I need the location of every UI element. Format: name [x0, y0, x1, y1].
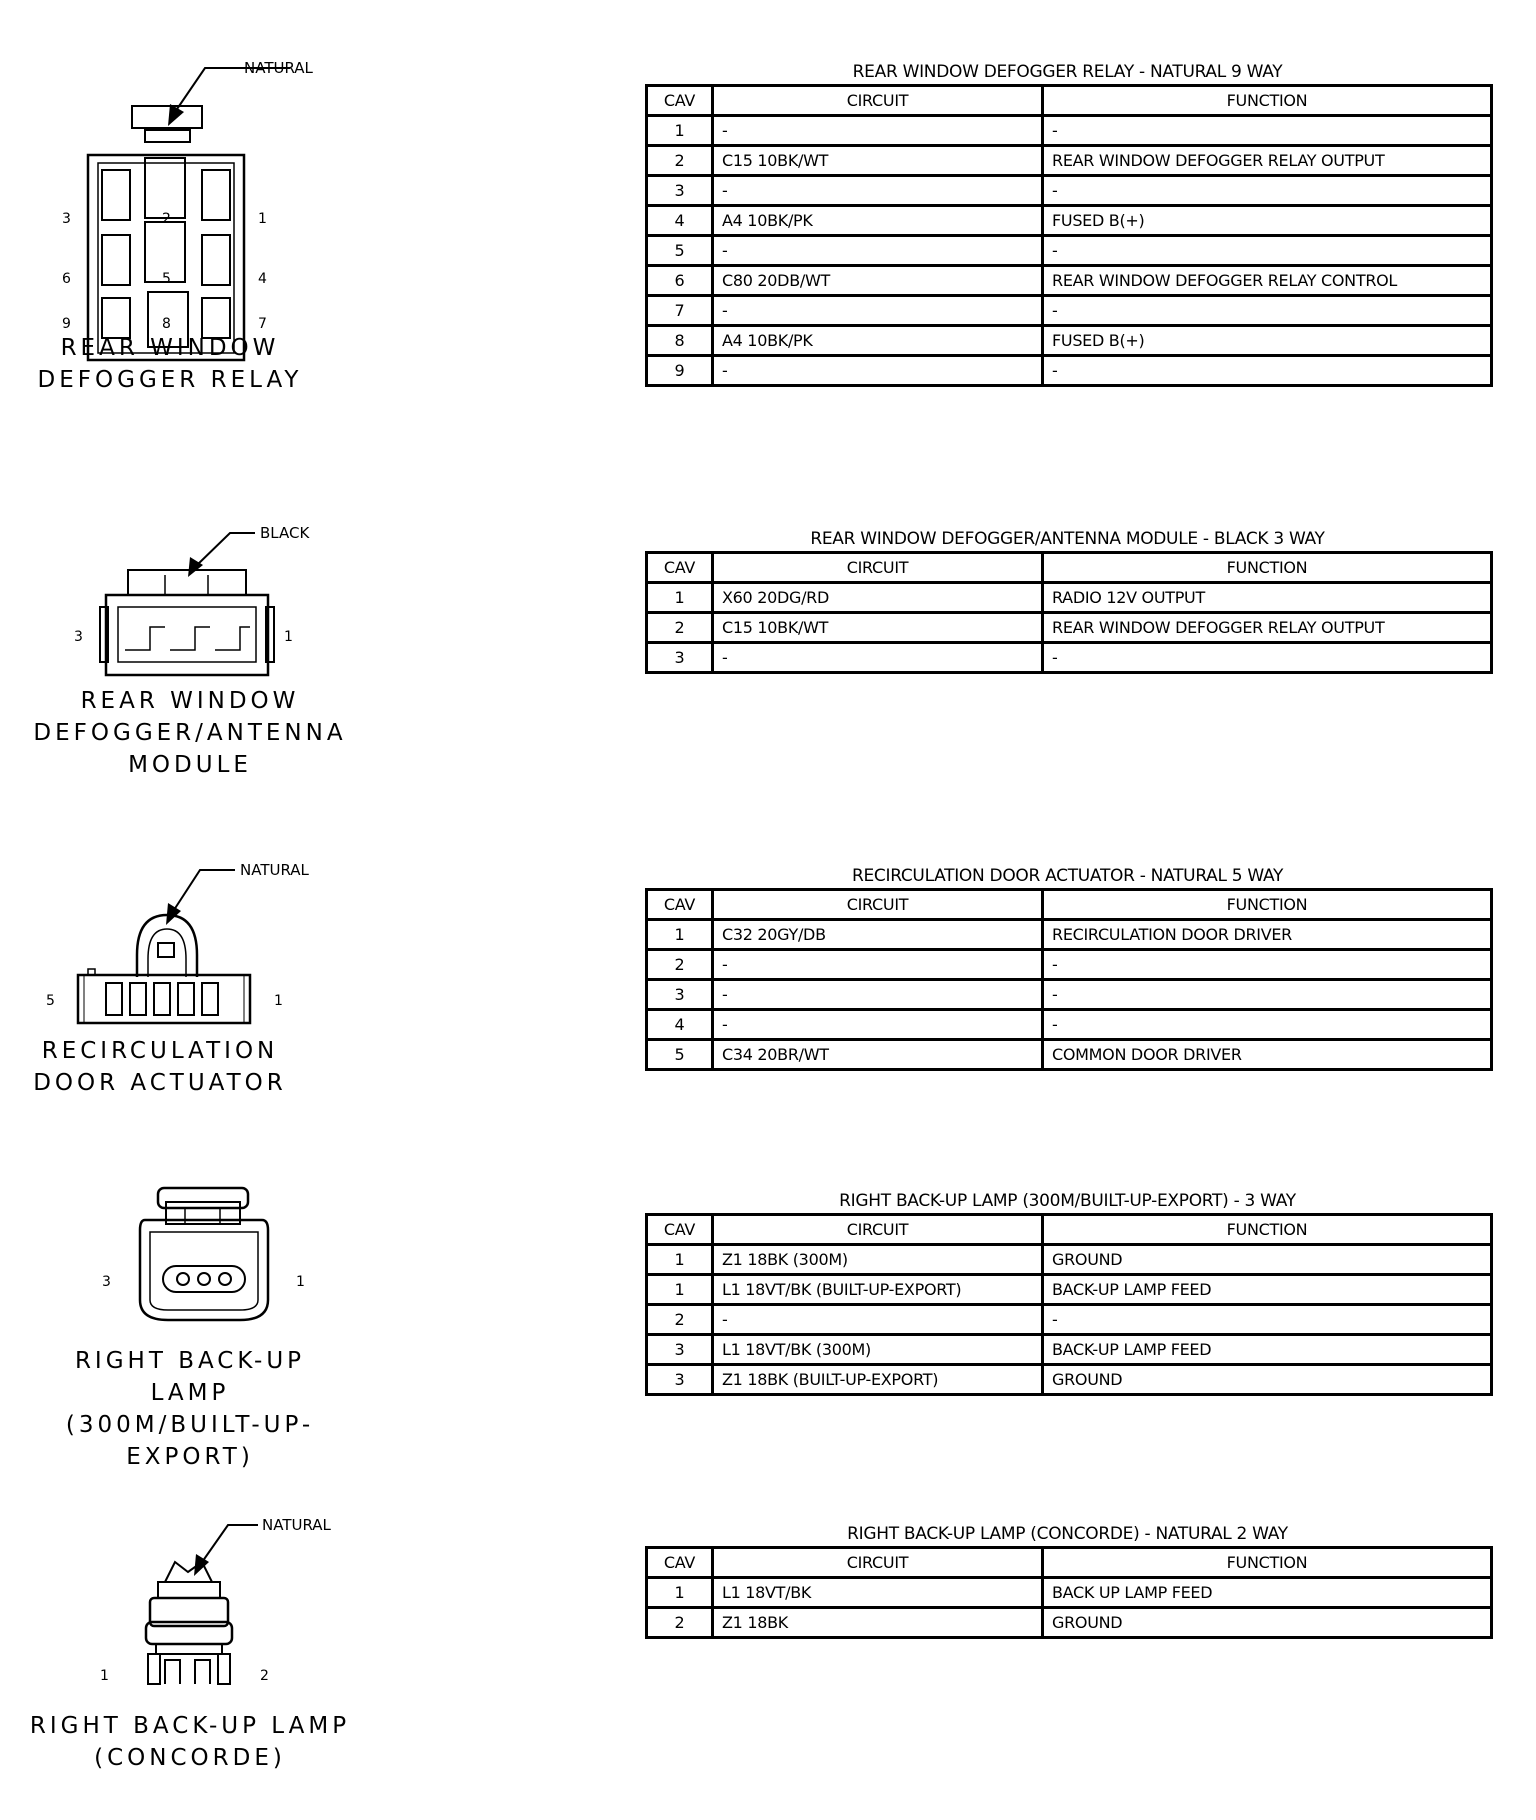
function-cell: GROUND — [1043, 1365, 1492, 1395]
header-cav: CAV — [647, 553, 713, 583]
header-cav: CAV — [647, 1548, 713, 1578]
table-title: RIGHT BACK-UP LAMP (300M/BUILT-UP-EXPORT) - 3 WAY — [839, 1191, 1296, 1211]
header-function: FUNCTION — [1043, 86, 1492, 116]
header-function: FUNCTION — [1043, 553, 1492, 583]
function-cell: - — [1043, 236, 1492, 266]
table-row — [647, 326, 1492, 356]
pin-label: 1 — [258, 211, 267, 227]
function-cell: - — [1043, 356, 1492, 386]
color-label: BLACK — [260, 524, 310, 542]
circuit-cell: L1 18VT/BK (300M) — [713, 1335, 1043, 1365]
cav-cell: 2 — [647, 1305, 713, 1335]
pinout-table-block — [645, 1189, 1490, 1396]
pinout-table-block — [645, 864, 1490, 1071]
table-row — [647, 296, 1492, 326]
table-row — [647, 1245, 1492, 1275]
function-cell: RECIRCULATION DOOR DRIVER — [1043, 920, 1492, 950]
function-cell: - — [1043, 980, 1492, 1010]
function-cell: - — [1043, 176, 1492, 206]
cav-cell: 3 — [647, 1365, 713, 1395]
header-circuit: CIRCUIT — [713, 553, 1043, 583]
pin-label: 1 — [296, 1274, 305, 1290]
table-row — [647, 1275, 1492, 1305]
antenna-connector-drawing — [0, 515, 340, 685]
table-row — [647, 1335, 1492, 1365]
function-cell: - — [1043, 116, 1492, 146]
table-row — [647, 206, 1492, 236]
cav-cell: 1 — [647, 920, 713, 950]
circuit-cell: A4 10BK/PK — [713, 206, 1043, 236]
table-row — [647, 356, 1492, 386]
table-row — [647, 583, 1492, 613]
pin-label: 7 — [258, 316, 267, 332]
pin-label: 1 — [284, 629, 293, 645]
table-row — [647, 1010, 1492, 1040]
function-cell: - — [1043, 296, 1492, 326]
function-cell: REAR WINDOW DEFOGGER RELAY OUTPUT — [1043, 146, 1492, 176]
header-cav: CAV — [647, 86, 713, 116]
cav-cell: 2 — [647, 613, 713, 643]
circuit-cell: - — [713, 950, 1043, 980]
table-row — [647, 613, 1492, 643]
table-row — [647, 643, 1492, 673]
table-row — [647, 1608, 1492, 1638]
table-title: REAR WINDOW DEFOGGER/ANTENNA MODULE - BLACK 3 WAY — [810, 529, 1325, 549]
cav-cell: 3 — [647, 643, 713, 673]
header-function: FUNCTION — [1043, 1548, 1492, 1578]
circuit-cell: - — [713, 236, 1043, 266]
table-title: RIGHT BACK-UP LAMP (CONCORDE) - NATURAL 2 WAY — [847, 1524, 1288, 1544]
function-cell: REAR WINDOW DEFOGGER RELAY OUTPUT — [1043, 613, 1492, 643]
actuator-connector-drawing — [0, 855, 340, 1035]
table-row — [647, 1578, 1492, 1608]
pin-label: 9 — [62, 316, 71, 332]
cav-cell: 1 — [647, 1275, 713, 1305]
circuit-cell: - — [713, 643, 1043, 673]
circuit-cell: L1 18VT/BK (BUILT-UP-EXPORT) — [713, 1275, 1043, 1305]
header-circuit: CIRCUIT — [713, 86, 1043, 116]
cav-cell: 1 — [647, 1245, 713, 1275]
table-row — [647, 1305, 1492, 1335]
pin-label: 2 — [260, 1668, 269, 1684]
cav-cell: 2 — [647, 146, 713, 176]
pin-label: 1 — [100, 1668, 109, 1684]
connector-diagram-defogger-relay — [0, 40, 420, 410]
table-row — [647, 146, 1492, 176]
pinout-table-block — [645, 527, 1490, 674]
function-cell: FUSED B(+) — [1043, 326, 1492, 356]
color-label: NATURAL — [244, 59, 313, 77]
header-cav: CAV — [647, 1215, 713, 1245]
circuit-cell: X60 20DG/RD — [713, 583, 1043, 613]
pin-label: 3 — [62, 211, 71, 227]
cav-cell: 7 — [647, 296, 713, 326]
function-cell: GROUND — [1043, 1245, 1492, 1275]
circuit-cell: - — [713, 356, 1043, 386]
table-row — [647, 920, 1492, 950]
function-cell: - — [1043, 1010, 1492, 1040]
pin-label: 3 — [74, 629, 83, 645]
function-cell: RADIO 12V OUTPUT — [1043, 583, 1492, 613]
function-cell: - — [1043, 950, 1492, 980]
table-row — [647, 176, 1492, 206]
cav-cell: 3 — [647, 1335, 713, 1365]
circuit-cell: C15 10BK/WT — [713, 146, 1043, 176]
circuit-cell: - — [713, 116, 1043, 146]
cav-cell: 3 — [647, 176, 713, 206]
header-circuit: CIRCUIT — [713, 890, 1043, 920]
component-name: RIGHT BACK-UP LAMP (CONCORDE) — [29, 1713, 351, 1771]
connector-diagram-backup-lamp-300m — [0, 1180, 420, 1470]
circuit-cell: L1 18VT/BK — [713, 1578, 1043, 1608]
circuit-cell: C15 10BK/WT — [713, 613, 1043, 643]
function-cell: REAR WINDOW DEFOGGER RELAY CONTROL — [1043, 266, 1492, 296]
pin-label: 3 — [102, 1274, 111, 1290]
pin-label: 1 — [274, 993, 283, 1009]
pin-label: 4 — [258, 271, 267, 287]
pin-label: 5 — [162, 271, 171, 287]
header-circuit: CIRCUIT — [713, 1215, 1043, 1245]
cav-cell: 2 — [647, 950, 713, 980]
function-cell: - — [1043, 643, 1492, 673]
circuit-cell: Z1 18BK — [713, 1608, 1043, 1638]
cav-cell: 9 — [647, 356, 713, 386]
pin-label: 2 — [162, 211, 171, 227]
circuit-cell: - — [713, 1010, 1043, 1040]
color-label: NATURAL — [262, 1516, 331, 1534]
component-name: REAR WINDOW DEFOGGER RELAY — [37, 335, 303, 393]
cav-cell: 1 — [647, 583, 713, 613]
pin-label: 5 — [46, 993, 55, 1009]
pinout-table — [645, 551, 1493, 674]
table-row — [647, 1365, 1492, 1395]
cav-cell: 1 — [647, 1578, 713, 1608]
function-cell: FUSED B(+) — [1043, 206, 1492, 236]
pinout-table-block — [645, 1522, 1490, 1639]
circuit-cell: - — [713, 1305, 1043, 1335]
backup-lamp-concorde-drawing — [0, 1510, 340, 1690]
table-row — [647, 980, 1492, 1010]
function-cell: BACK-UP LAMP FEED — [1043, 1335, 1492, 1365]
function-cell: - — [1043, 1305, 1492, 1335]
function-cell: BACK UP LAMP FEED — [1043, 1578, 1492, 1608]
pinout-table — [645, 888, 1493, 1071]
function-cell: BACK-UP LAMP FEED — [1043, 1275, 1492, 1305]
circuit-cell: C34 20BR/WT — [713, 1040, 1043, 1070]
circuit-cell: A4 10BK/PK — [713, 326, 1043, 356]
circuit-cell: - — [713, 296, 1043, 326]
circuit-cell: C32 20GY/DB — [713, 920, 1043, 950]
cav-cell: 4 — [647, 1010, 713, 1040]
pin-label: 8 — [162, 316, 171, 332]
table-row — [647, 1040, 1492, 1070]
component-name: RIGHT BACK-UP LAMP (300M/BUILT-UP-EXPORT) — [65, 1348, 315, 1470]
circuit-cell: Z1 18BK (300M) — [713, 1245, 1043, 1275]
pinout-table — [645, 84, 1493, 387]
header-circuit: CIRCUIT — [713, 1548, 1043, 1578]
function-cell: GROUND — [1043, 1608, 1492, 1638]
pinout-table-block — [645, 60, 1490, 387]
table-row — [647, 236, 1492, 266]
cav-cell: 3 — [647, 980, 713, 1010]
header-cav: CAV — [647, 890, 713, 920]
circuit-cell: - — [713, 176, 1043, 206]
table-row — [647, 950, 1492, 980]
cav-cell: 5 — [647, 1040, 713, 1070]
cav-cell: 2 — [647, 1608, 713, 1638]
connector-diagram-antenna-module — [0, 515, 420, 785]
backup-lamp-300m-drawing — [0, 1180, 340, 1340]
cav-cell: 1 — [647, 116, 713, 146]
cav-cell: 8 — [647, 326, 713, 356]
connector-diagram-backup-lamp-concorde — [0, 1510, 420, 1790]
relay-connector-drawing — [0, 40, 340, 340]
cav-cell: 6 — [647, 266, 713, 296]
pinout-table — [645, 1213, 1493, 1396]
table-row — [647, 116, 1492, 146]
connector-diagram-recirculation-actuator — [0, 855, 420, 1115]
cav-cell: 5 — [647, 236, 713, 266]
circuit-cell: C80 20DB/WT — [713, 266, 1043, 296]
table-title: RECIRCULATION DOOR ACTUATOR - NATURAL 5 WAY — [851, 866, 1284, 886]
cav-cell: 4 — [647, 206, 713, 236]
pinout-table — [645, 1546, 1493, 1639]
function-cell: COMMON DOOR DRIVER — [1043, 1040, 1492, 1070]
circuit-cell: - — [713, 980, 1043, 1010]
color-label: NATURAL — [240, 861, 309, 879]
table-row — [647, 266, 1492, 296]
component-name: RECIRCULATION DOOR ACTUATOR — [33, 1038, 287, 1096]
component-name: REAR WINDOW DEFOGGER/ANTENNA MODULE — [33, 688, 347, 778]
circuit-cell: Z1 18BK (BUILT-UP-EXPORT) — [713, 1365, 1043, 1395]
header-function: FUNCTION — [1043, 890, 1492, 920]
table-title: REAR WINDOW DEFOGGER RELAY - NATURAL 9 WAY — [852, 62, 1283, 82]
header-function: FUNCTION — [1043, 1215, 1492, 1245]
pin-label: 6 — [62, 271, 71, 287]
